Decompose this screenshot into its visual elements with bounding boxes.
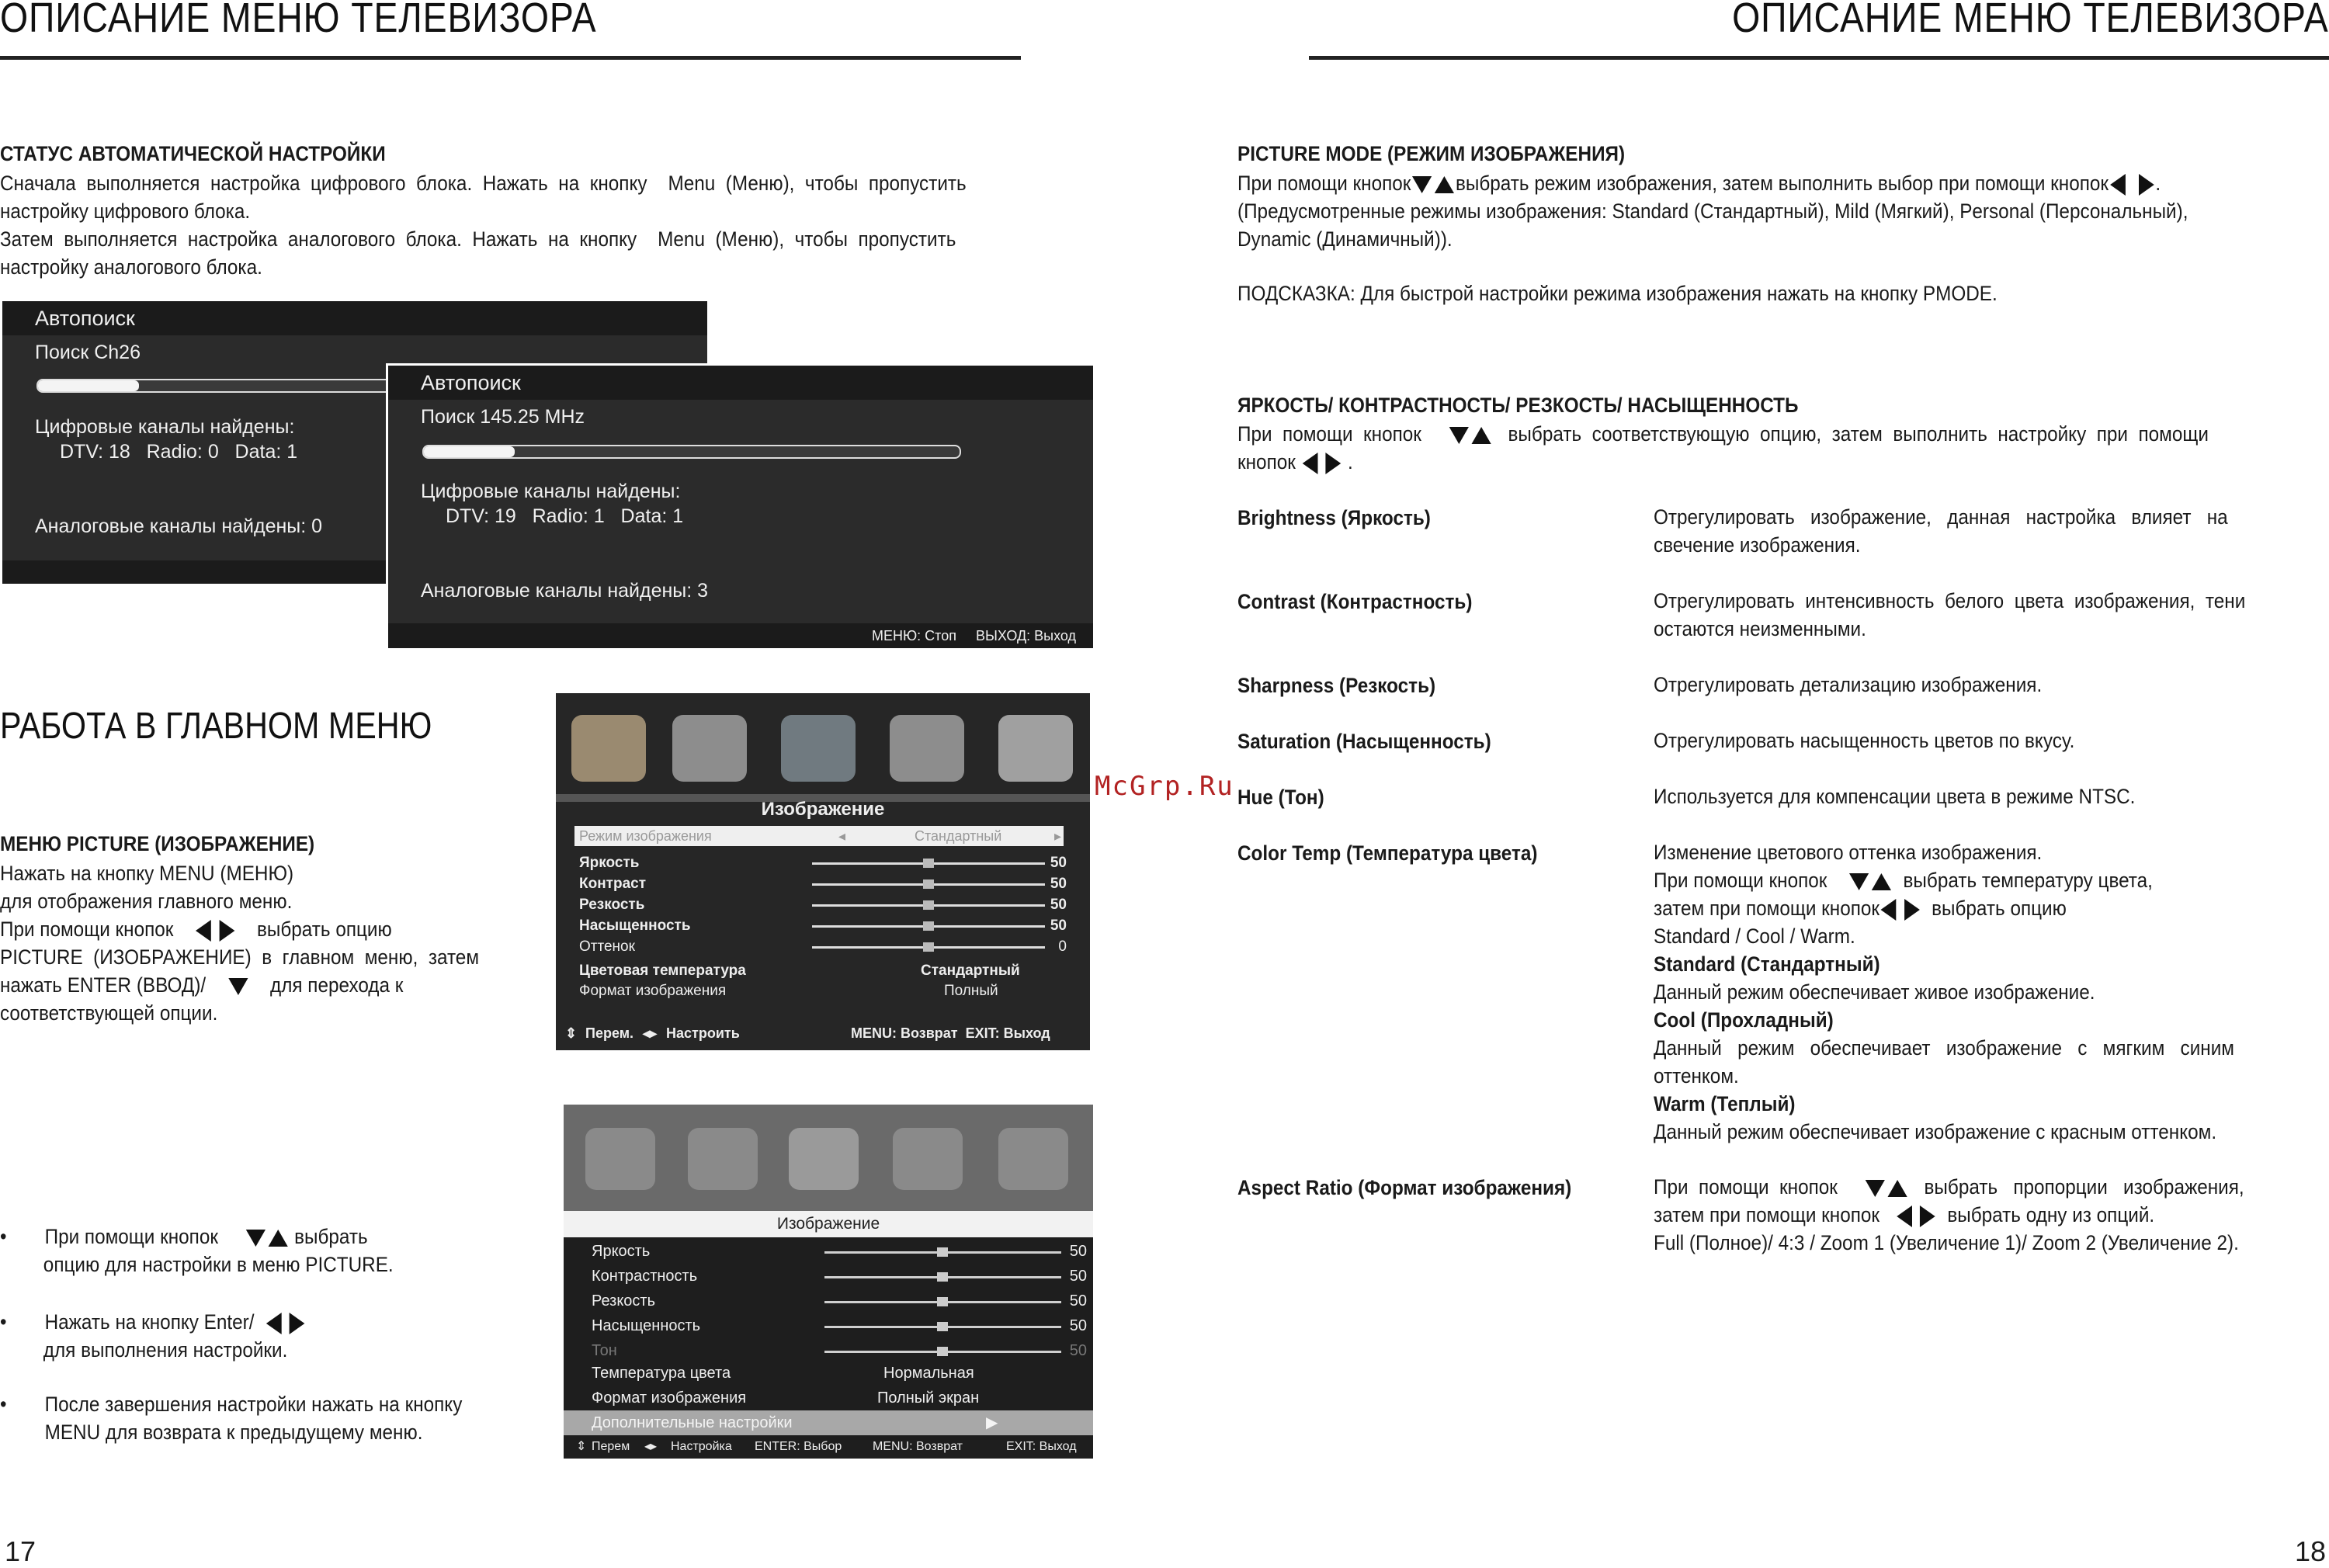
pm-line-3a: При помощи кнопок (0, 918, 174, 941)
picture-menu-screen-2 (564, 1105, 1093, 1459)
menu-row-slider[interactable] (579, 915, 1067, 937)
watermark: McGrp.Ru (1095, 771, 1234, 802)
slider-value: 50 (1050, 897, 1067, 913)
autotune-line-3: Затем выполняется настройка аналогового блока. Нажать на кнопку Menu (Меню), чтобы пропустить (0, 227, 956, 251)
autotune-status-title: СТАТУС АВТОМАТИЧЕСКОЙ НАСТРОЙКИ (0, 142, 386, 165)
desc-brightness-2: свечение изображения. (1654, 533, 1861, 557)
bullet-mark: • (0, 1393, 7, 1416)
right-header-rule (1309, 56, 2329, 60)
footer-move: Перем (592, 1440, 630, 1453)
digital-channel-counts: DTV: 19 Radio: 1 Data: 1 (446, 505, 684, 527)
down-arrow-icon (246, 1230, 266, 1247)
footer-adjust: Настроить (666, 1025, 740, 1041)
bullet-3 (0, 1390, 463, 1444)
slider-value: 50 (1069, 1268, 1087, 1285)
menu-row-slider[interactable] (579, 873, 1067, 895)
ct-warm-title: Warm (Теплый) (1654, 1092, 1796, 1115)
slider-label: Контраст (579, 876, 647, 892)
desc-sharpness: Отрегулировать детализацию изображения. (1654, 673, 2043, 696)
menu-row-slider[interactable] (592, 1264, 1087, 1289)
slider-knob[interactable] (923, 921, 934, 931)
term-hue: Hue (Тон) (1237, 786, 1324, 809)
pm-line-4: PICTURE (ИЗОБРАЖЕНИЕ) в главном меню, затем (0, 945, 480, 969)
pm-right-line-1b: выбрать режим изображения, затем выполнить выбор при помощи кнопок (1455, 172, 2109, 195)
brightness-contrast-text (1237, 420, 2209, 476)
bullet-1 (0, 1223, 394, 1276)
pm-right-line-1a: При помощи кнопок (1237, 172, 1411, 195)
menu-row-advanced[interactable] (564, 1410, 1093, 1435)
channel-icon (781, 715, 856, 782)
analog-channels-found: Аналоговые каналы найдены: 0 (35, 515, 323, 537)
left-page-header: ОПИСАНИЕ МЕНЮ ТЕЛЕВИЗОРА (0, 0, 597, 41)
bullet-1c: опцию для настройки в меню PICTURE. (43, 1253, 394, 1276)
slider-track[interactable] (824, 1301, 1061, 1303)
desc-brightness-1: Отрегулировать изображение, данная настройка влияет на (1654, 505, 2228, 529)
color-temp-value: Нормальная (883, 1365, 974, 1382)
color-temp-label: Температура цвета (592, 1365, 731, 1382)
slider-label: Резкость (579, 897, 645, 913)
ar-line-2a: затем при помощи кнопок (1654, 1203, 1880, 1226)
ct-line-4: Standard / Cool / Warm. (1654, 924, 1855, 948)
desc-color-temp (1654, 838, 2234, 1146)
ct-cool-title: Cool (Прохладный) (1654, 1008, 1834, 1032)
left-arrow-icon (1302, 453, 1317, 474)
bc-line-2-text: кнопок (1237, 450, 1296, 474)
bullet-3a: После завершения настройки нажать на кнопку (44, 1393, 463, 1416)
ct-cool-desc-2: оттенком. (1654, 1064, 1739, 1088)
menu-title: Изображение (761, 799, 885, 820)
desc-contrast (1654, 587, 2245, 643)
slider-label: Тон (592, 1342, 617, 1359)
menu-row-aspect[interactable] (592, 1386, 1087, 1410)
desc-contrast-2: остаются неизменными. (1654, 617, 1866, 640)
slider-knob[interactable] (923, 900, 934, 910)
down-arrow-icon (1865, 1180, 1884, 1197)
slider-knob[interactable] (937, 1347, 948, 1356)
menu-row-aspect[interactable] (579, 980, 1043, 1002)
left-header-rule (0, 56, 1021, 60)
menu-row-color-temp[interactable] (592, 1361, 1087, 1386)
left-arrow-icon (266, 1313, 282, 1334)
aspect-value: Полный (944, 983, 998, 999)
footer-menu-exit: MENU: Возврат EXIT: Выход (851, 1025, 1050, 1041)
slider-value: 50 (1050, 918, 1067, 934)
picture-mode-label: Режим изображения (579, 828, 712, 844)
pm-line-6: соответствующей опции. (0, 1001, 218, 1025)
down-arrow-icon (1449, 427, 1468, 444)
bc-line-1a: При помощи кнопок (1237, 422, 1421, 446)
digital-channel-counts: DTV: 18 Radio: 0 Data: 1 (60, 441, 298, 463)
ct-standard-desc: Данный режим обеспечивает живое изображение. (1654, 980, 2095, 1004)
right-arrow-icon (1920, 1205, 1935, 1227)
ct-line-2 (1654, 866, 2234, 894)
bc-line-2: кнопок . (1237, 450, 1353, 474)
menu-row-slider[interactable] (579, 894, 1067, 916)
picture-icon (585, 1128, 655, 1190)
desc-saturation: Отрегулировать насыщенность цветов по вкусу. (1654, 729, 2075, 752)
sound-icon (688, 1128, 758, 1190)
slider-label: Насыщенность (579, 918, 691, 934)
picture-mode-title: PICTURE MODE (РЕЖИМ ИЗОБРАЖЕНИЯ) (1237, 142, 1626, 165)
pm-right-line-3: Dynamic (Динамичный)). (1237, 227, 1453, 251)
aspect-label: Формат изображения (579, 983, 727, 999)
picture-menu-instructions (0, 859, 531, 1027)
slider-label: Яркость (579, 855, 640, 871)
menu-row-slider[interactable] (592, 1289, 1087, 1313)
slider-track[interactable] (824, 1251, 1061, 1254)
ct-line-3b: выбрать опцию (1932, 897, 2067, 920)
term-aspect-ratio: Aspect Ratio (Формат изображения) (1237, 1176, 1572, 1199)
slider-value: 50 (1050, 876, 1067, 892)
pm-line-5 (0, 971, 531, 999)
left-arrow-icon (2110, 174, 2126, 196)
ar-line-2b: выбрать одну из опций. (1947, 1203, 2155, 1226)
pm-right-line-1: При помощи кнопок выбрать режим изображения, затем выполнить выбор при помощи кнопок . (1237, 172, 2161, 195)
picture-mode-value: Стандартный (915, 828, 1002, 844)
slider-label: Насыщенность (592, 1317, 701, 1334)
slider-knob[interactable] (923, 942, 934, 952)
play-arrow-icon: ▶ (986, 1414, 998, 1431)
autosearch-screen-analog (386, 363, 1095, 650)
down-arrow-icon (1849, 873, 1869, 890)
up-arrow-icon (268, 1230, 287, 1247)
brightness-contrast-title: ЯРКОСТЬ/ КОНТРАСТНОСТЬ/ РЕЗКОСТЬ/ НАСЫЩЕННОСТЬ (1237, 394, 1799, 417)
up-arrow-icon (1887, 1180, 1907, 1197)
pm-line-3b: выбрать опцию (256, 918, 392, 941)
analog-channels-found: Аналоговые каналы найдены: 3 (421, 580, 709, 602)
chevron-left-icon: ◂ (838, 828, 846, 844)
digital-channels-found-label: Цифровые каналы найдены: (421, 480, 681, 502)
autosearch-status: Поиск Ch26 (35, 342, 141, 363)
desc-brightness (1654, 503, 2228, 559)
term-sharpness: Sharpness (Резкость) (1237, 674, 1436, 697)
pm-line-1: Нажать на кнопку MENU (МЕНЮ) (0, 862, 294, 885)
slider-knob[interactable] (937, 1297, 948, 1306)
settings-gear-icon (998, 715, 1073, 782)
slider-track[interactable] (812, 862, 1045, 865)
autosearch-title: Автопоиск (2, 301, 707, 335)
term-contrast: Contrast (Контрастность) (1237, 590, 1473, 613)
menu-row-slider[interactable] (579, 936, 1067, 958)
picture-icon (571, 715, 646, 782)
up-arrow-icon (1471, 427, 1491, 444)
menu-row-color-temp[interactable] (579, 960, 1043, 982)
bullet-mark: • (0, 1225, 7, 1248)
menu-title: Изображение (564, 1211, 1093, 1237)
term-saturation: Saturation (Насыщенность) (1237, 730, 1491, 753)
color-temp-value: Стандартный (921, 963, 1020, 979)
right-arrow-icon (2139, 174, 2154, 196)
lock-icon (893, 1128, 963, 1190)
sound-icon (672, 715, 747, 782)
advanced-label: Дополнительные настройки (592, 1414, 793, 1431)
footer-adjust: Настройка (671, 1440, 732, 1453)
bullet-2b: для выполнения настройки. (43, 1338, 288, 1362)
aspect-value: Полный экран (877, 1389, 980, 1407)
autotune-paragraph-1 (0, 169, 1097, 281)
footer-move: Перем. (585, 1025, 634, 1041)
menu-row-slider[interactable] (592, 1239, 1087, 1264)
settings-gear-icon (998, 1128, 1068, 1190)
slider-track[interactable] (812, 883, 1045, 886)
menu-footer (556, 1016, 1090, 1050)
left-arrow-icon (196, 920, 211, 942)
updown-icon: ⇕ (576, 1440, 587, 1453)
left-arrow-icon (1881, 899, 1897, 921)
slider-knob[interactable] (937, 1272, 948, 1282)
updown-icon: ⇕ (565, 1025, 578, 1041)
bullet-3b: MENU для возврата к предыдущему меню. (44, 1421, 423, 1444)
pm-line-2: для отображения главного меню. (0, 890, 293, 913)
desc-aspect-ratio (1654, 1173, 2244, 1257)
ar-line-1a: При помощи кнопок (1654, 1175, 1838, 1199)
autosearch-progress-fill (424, 446, 515, 457)
menu-row-slider[interactable] (579, 852, 1067, 874)
slider-label: Резкость (592, 1292, 655, 1310)
pmode-tip: ПОДСКАЗКА: Для быстрой настройки режима изображения нажать на кнопку PMODE. (1237, 282, 1998, 305)
autosearch-title: Автопоиск (388, 366, 1093, 400)
color-temp-label: Цветовая температура (579, 963, 746, 979)
slider-value: 50 (1069, 1317, 1087, 1334)
term-brightness: Brightness (Яркость) (1237, 506, 1431, 529)
ar-line-2 (1654, 1201, 2244, 1229)
slider-knob[interactable] (937, 1322, 948, 1331)
pm-line-5b: для перехода к (270, 973, 404, 997)
channel-icon (789, 1128, 859, 1190)
slider-knob[interactable] (923, 879, 934, 889)
slider-value: 50 (1069, 1342, 1087, 1359)
slider-value: 0 (1058, 938, 1067, 955)
desc-hue: Используется для компенсации цвета в режиме NTSC. (1654, 785, 2136, 808)
aspect-label: Формат изображения (592, 1389, 747, 1407)
autotune-line-4: настройку аналогового блока. (0, 255, 262, 279)
ct-line-3 (1654, 894, 2234, 922)
menu-row-picture-mode[interactable] (574, 826, 1064, 846)
digital-channels-found-label: Цифровые каналы найдены: (35, 416, 295, 438)
ar-line-1 (1654, 1173, 2244, 1201)
slider-value: 50 (1069, 1292, 1087, 1310)
bullet-2a: Нажать на кнопку Enter/ (44, 1310, 255, 1334)
right-arrow-icon (219, 920, 234, 942)
slider-track[interactable] (824, 1276, 1061, 1278)
pm-line-5a: нажать ENTER (ВВОД)/ (0, 973, 207, 997)
picture-menu-title: МЕНЮ PICTURE (ИЗОБРАЖЕНИЕ) (0, 832, 315, 855)
up-arrow-icon (1435, 176, 1454, 193)
up-arrow-icon (1872, 873, 1891, 890)
slider-label: Яркость (592, 1243, 651, 1260)
slider-label: Оттенок (579, 938, 635, 955)
down-arrow-icon (228, 978, 248, 995)
left-arrow-icon (1897, 1205, 1912, 1227)
slider-track[interactable] (812, 904, 1045, 907)
slider-value: 50 (1069, 1243, 1087, 1260)
leftright-icon: ◂▸ (644, 1440, 658, 1453)
bullet-2 (0, 1308, 288, 1362)
ar-line-3: Full (Полное)/ 4:3 / Zoom 1 (Увеличение 1)/ Zoom 2 (Увеличение 2). (1654, 1231, 2239, 1254)
right-arrow-icon (1904, 899, 1920, 921)
lock-icon (890, 715, 964, 782)
footer-enter: ENTER: Выбор (755, 1440, 842, 1453)
right-arrow-icon (290, 1313, 305, 1334)
slider-track[interactable] (812, 946, 1045, 949)
menu-row-slider[interactable] (592, 1338, 1087, 1363)
ar-line-1b: выбрать пропорции изображения, (1924, 1175, 2244, 1199)
autotune-line-2: настройку цифрового блока. (0, 199, 251, 223)
ct-line-3a: затем при помощи кнопок (1654, 897, 1880, 920)
menu-footer (564, 1435, 1093, 1459)
bullet-1a: При помощи кнопок (44, 1225, 218, 1248)
main-menu-section-title: РАБОТА В ГЛАВНОМ МЕНЮ (0, 706, 432, 747)
ct-cool-desc-1: Данный режим обеспечивает изображение с мягким синим (1654, 1036, 2234, 1060)
autosearch-progress-fill (38, 380, 139, 391)
ct-standard-title: Standard (Стандартный) (1654, 952, 1880, 976)
bc-line-1 (1237, 420, 2209, 448)
ct-warm-desc: Данный режим обеспечивает изображение с красным оттенком. (1654, 1120, 2217, 1143)
autosearch-progress-bar (36, 379, 412, 393)
bullet-mark: • (0, 1310, 7, 1334)
desc-contrast-1: Отрегулировать интенсивность белого цвета изображения, тени (1654, 589, 2246, 612)
slider-value: 50 (1050, 855, 1067, 871)
bc-line-1b: выбрать соответствующую опцию, затем выполнить настройку при помощи (1508, 422, 2209, 446)
picture-menu-screen-1 (556, 693, 1090, 1050)
pm-line-3 (0, 915, 531, 943)
page-number-left: 17 (5, 1535, 36, 1567)
menu-row-slider[interactable] (592, 1313, 1087, 1338)
slider-knob[interactable] (937, 1247, 948, 1257)
slider-label: Контрастность (592, 1268, 698, 1285)
footer-menu: MENU: Возврат (873, 1440, 963, 1453)
leftright-icon: ◂▸ (643, 1025, 658, 1041)
chevron-right-icon: ▸ (1054, 828, 1062, 844)
page-number-right: 18 (2294, 1535, 2326, 1567)
ct-line-1: Изменение цветового оттенка изображения. (1654, 841, 2043, 864)
slider-knob[interactable] (923, 859, 934, 868)
slider-track[interactable] (824, 1351, 1061, 1353)
autosearch-status: Поиск 145.25 MHz (421, 406, 585, 428)
ct-line-2a: При помощи кнопок (1654, 869, 1827, 892)
slider-track[interactable] (824, 1326, 1061, 1328)
picture-mode-text (1237, 169, 2188, 253)
term-color-temp: Color Temp (Температура цвета) (1237, 841, 1538, 865)
bullet-1b: выбрать (294, 1225, 368, 1248)
autosearch-footer: МЕНЮ: Стоп ВЫХОД: Выход (388, 623, 1093, 648)
autosearch-progress-bar (422, 445, 961, 459)
autotune-line-1: Сначала выполняется настройка цифрового блока. Нажать на кнопку Menu (Меню), чтобы пропустить (0, 172, 967, 195)
ct-line-2b: выбрать температуру цвета, (1903, 869, 2153, 892)
footer-exit: EXIT: Выход (1006, 1440, 1077, 1453)
slider-track[interactable] (812, 925, 1045, 928)
right-page-header: ОПИСАНИЕ МЕНЮ ТЕЛЕВИЗОРА (1732, 0, 2329, 41)
down-arrow-icon (1412, 176, 1432, 193)
pm-right-line-2: (Предусмотренные режимы изображения: Standard (Стандартный), Mild (Мягкий), Personal (Персональный), (1237, 199, 2188, 223)
right-arrow-icon (1326, 453, 1342, 474)
